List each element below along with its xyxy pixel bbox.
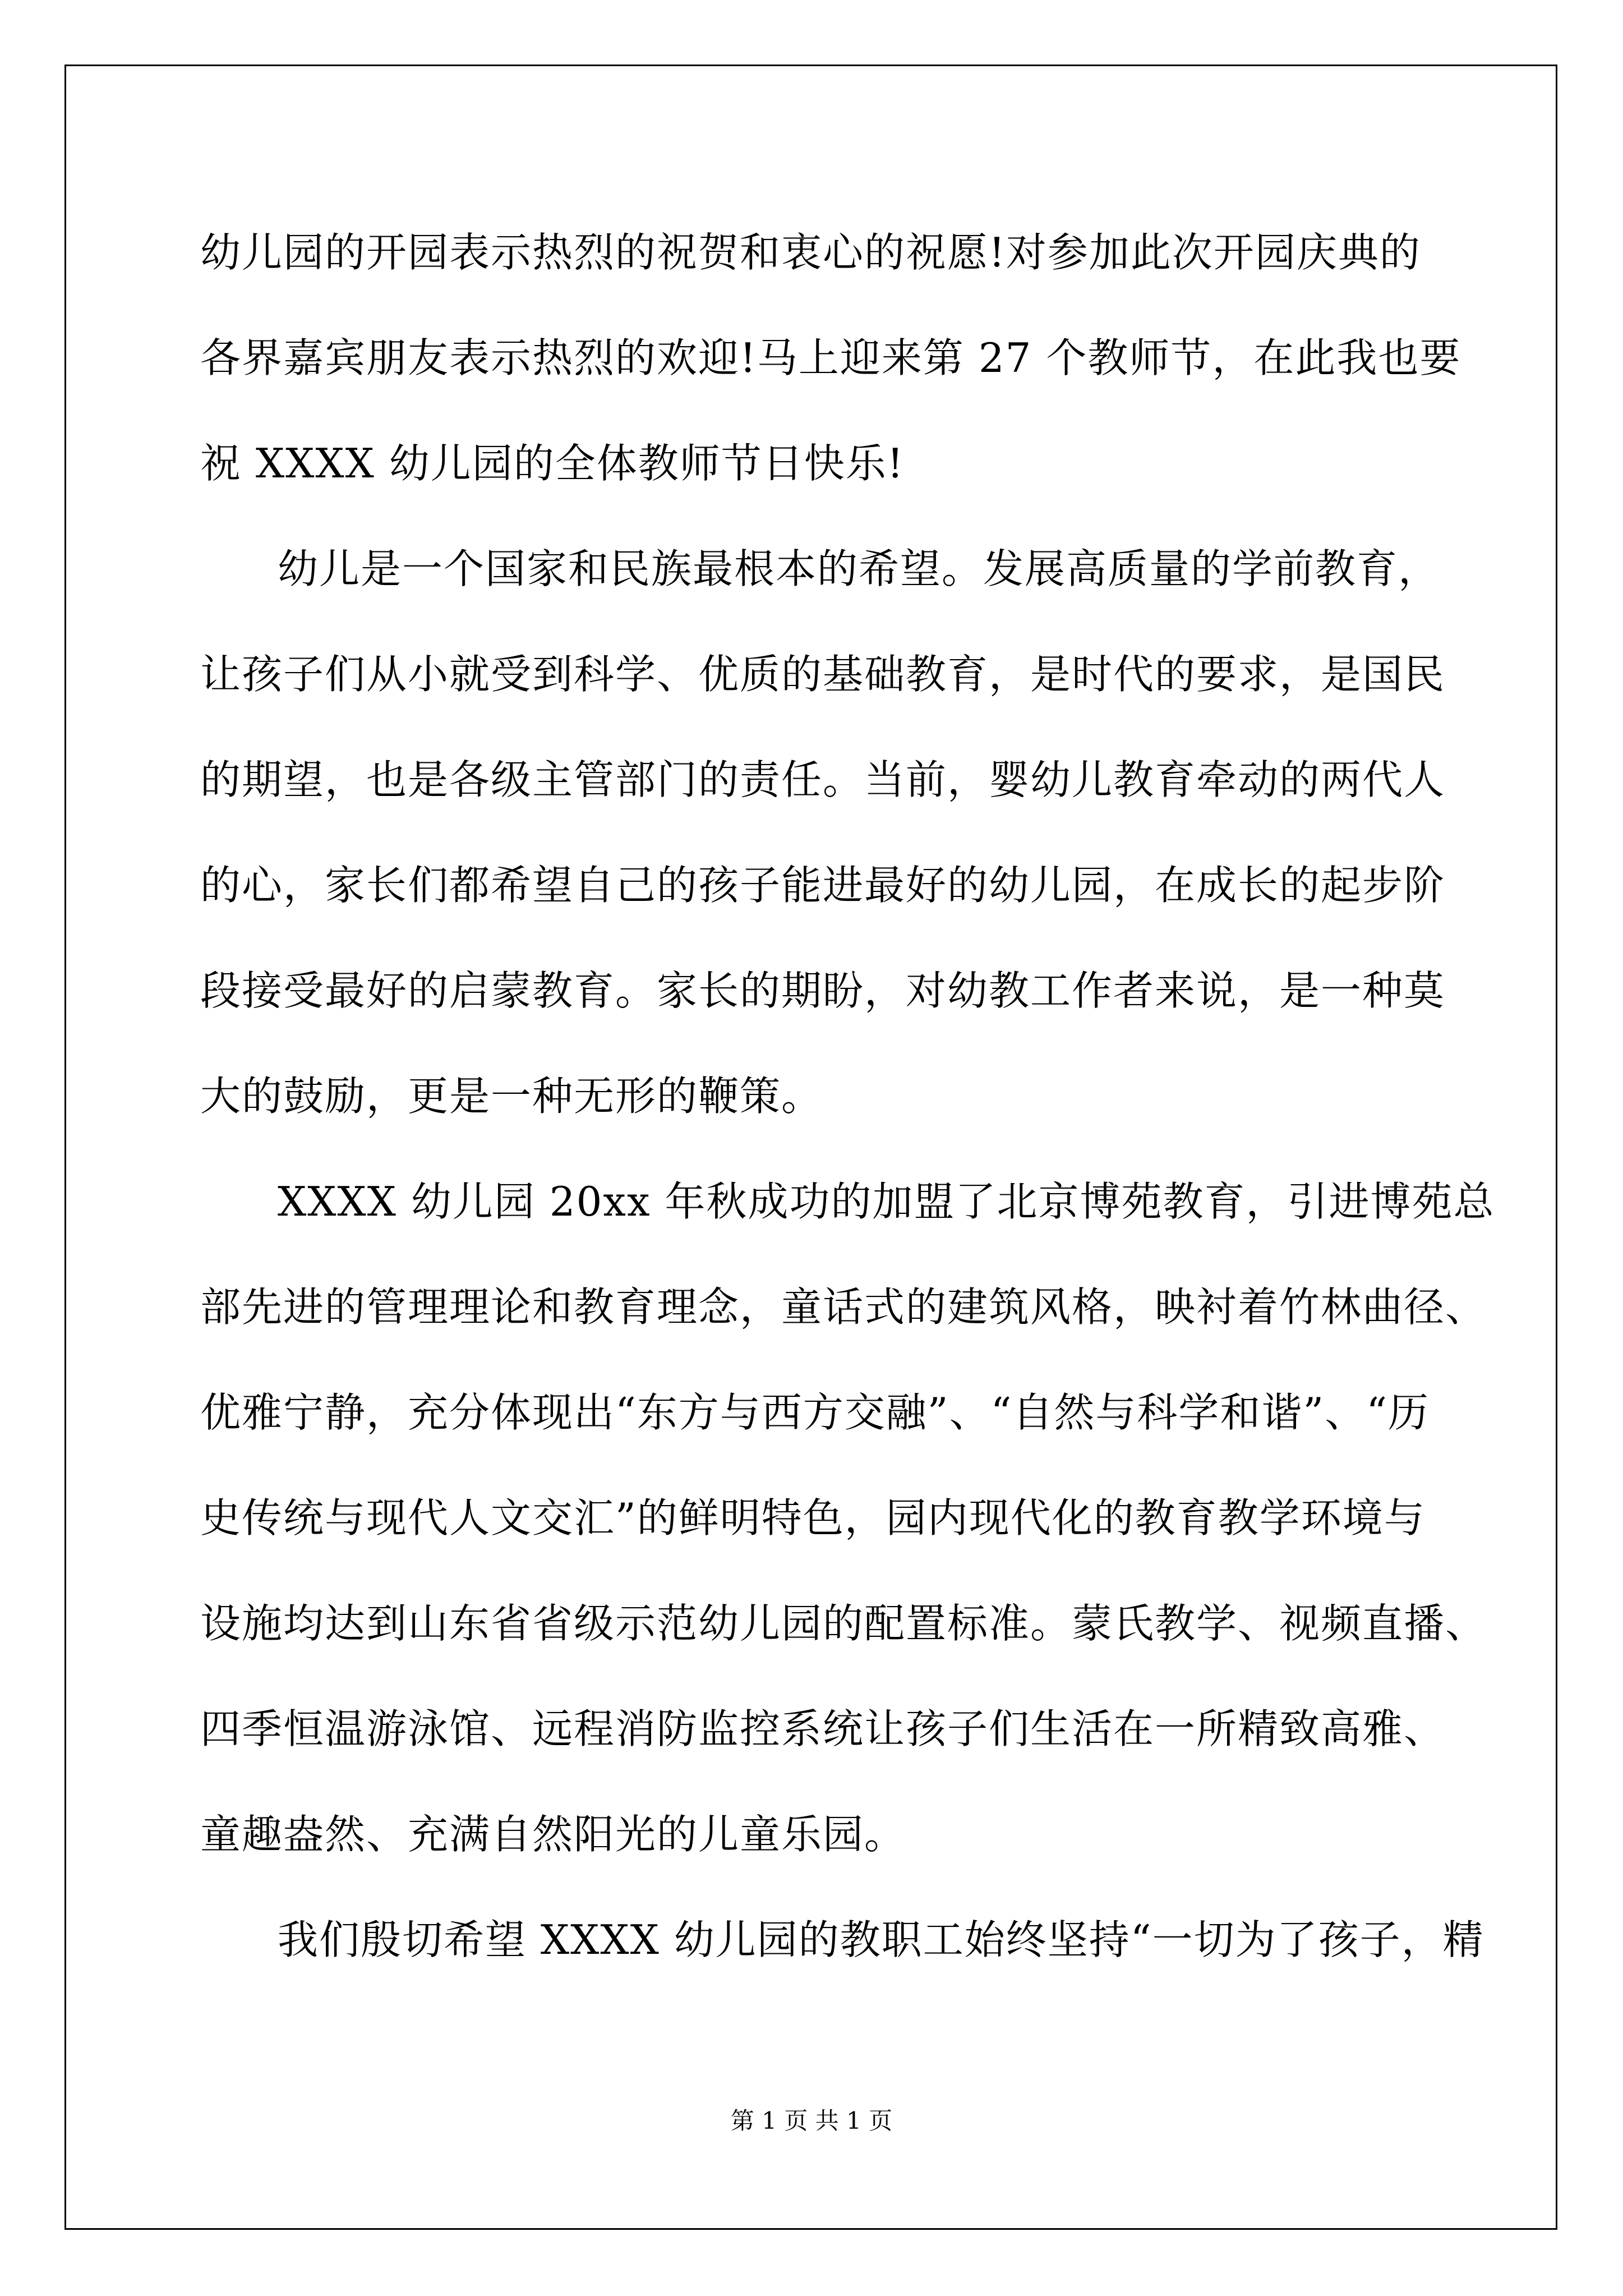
page-number-label: 第 1 页 共 1 页 — [730, 2107, 893, 2134]
document-body — [200, 210, 1495, 2003]
text-line: 的期望，也是各级主管部门的责任。当前，婴幼儿教育牵动的两代人 — [200, 756, 1446, 803]
text-line: 我们殷切希望 XXXX 幼儿园的教职工始终坚持“一切为了孩子，精 — [278, 1916, 1484, 1963]
text-line: 部先进的管理理论和教育理念，童话式的建筑风格，映衬着竹林曲径、 — [200, 1283, 1487, 1331]
page-footer — [0, 2102, 1623, 2136]
text-line: 的心，家长们都希望自己的孩子能进最好的幼儿园，在成长的起步阶 — [200, 862, 1446, 909]
text-line: 让孩子们从小就受到科学、优质的基础教育，是时代的要求，是国民 — [200, 651, 1446, 698]
text-line: 各界嘉宾朋友表示热烈的欢迎!马上迎来第 27 个教师节，在此我也要 — [200, 334, 1461, 381]
text-line: 四季恒温游泳馆、远程消防监控系统让孩子们生活在一所精致高雅、 — [200, 1705, 1446, 1752]
text-line: 祝 XXXX 幼儿园的全体教师节日快乐! — [200, 440, 905, 487]
text-line: 童趣盎然、充满自然阳光的儿童乐园。 — [200, 1811, 906, 1858]
text-line: 大的鼓励，更是一种无形的鞭策。 — [200, 1073, 823, 1120]
text-line: 设施均达到山东省省级示范幼儿园的配置标准。蒙氏教学、视频直播、 — [200, 1600, 1487, 1647]
text-line: 史传统与现代人文交汇”的鲜明特色，园内现代化的教育教学环境与 — [200, 1494, 1426, 1542]
text-line: XXXX 幼儿园 20xx 年秋成功的加盟了北京博苑教育，引进博苑总 — [278, 1178, 1495, 1225]
text-line: 幼儿园的开园表示热烈的祝贺和衷心的祝愿!对参加此次开园庆典的 — [200, 229, 1421, 276]
text-line: 段接受最好的启蒙教育。家长的期盼，对幼教工作者来说，是一种莫 — [200, 967, 1446, 1014]
text-line: 优雅宁静，充分体现出“东方与西方交融”、“自然与科学和谐”、“历 — [200, 1389, 1430, 1436]
text-line: 幼儿是一个国家和民族最根本的希望。发展高质量的学前教育， — [278, 545, 1440, 592]
